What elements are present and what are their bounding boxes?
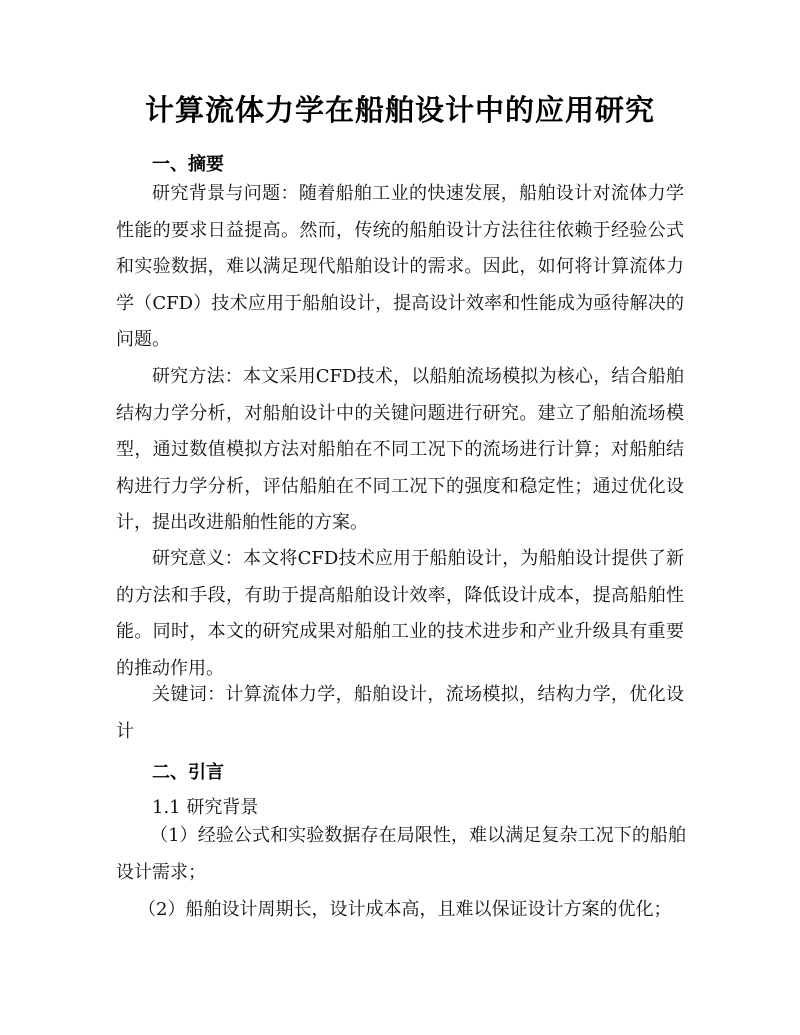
subsection-heading-background: 1.1 研究背景 (152, 797, 259, 818)
section-heading-introduction: 二、引言 (152, 762, 224, 783)
abstract-significance-paragraph: 研究意义：本文将CFD技术应用于船舶设计，为船舶设计提供了新的方法和手段，有助于提高船舶设计效率，降低设计成本，提高船舶性能。同时，本文的研究成果对船舶工业的技术进步和产业升级具有重要的推动作用。 (116, 548, 684, 679)
abstract-background-paragraph: 研究背景与问题：随着船舶工业的快速发展，船舶设计对流体力学性能的要求日益提高。然而，传统的船舶设计方法往往依赖于经验公式和实验数据，难以满足现代船舶设计的需求。因此，如何将计算流体力学（CFD）技术应用于船舶设计，提高设计效率和性能成为亟待解决的问题。 (116, 183, 684, 351)
list-item: （2）船舶设计周期长，设计成本高，且难以保证设计方案的优化； (138, 899, 672, 920)
list-item: （1）经验公式和实验数据存在局限性，难以满足复杂工况下的船舶设计需求； (116, 825, 686, 883)
abstract-methods-paragraph: 研究方法：本文采用CFD技术，以船舶流场模拟为核心，结合船舶结构力学分析，对船舶设计中的关键问题进行研究。建立了船舶流场模型，通过数值模拟方法对船舶在不同工况下的流场进行计算；对船舶结构进行力学分析，评估船舶在不同工况下的强度和稳定性；通过优化设计，提出改进船舶性能的方案。 (116, 366, 684, 534)
document-title: 计算流体力学在船舶设计中的应用研究 (144, 93, 655, 127)
keywords-paragraph: 关键词：计算流体力学，船舶设计，流场模拟，结构力学，优化设计 (116, 684, 684, 742)
section-heading-abstract: 一、摘要 (152, 154, 224, 175)
